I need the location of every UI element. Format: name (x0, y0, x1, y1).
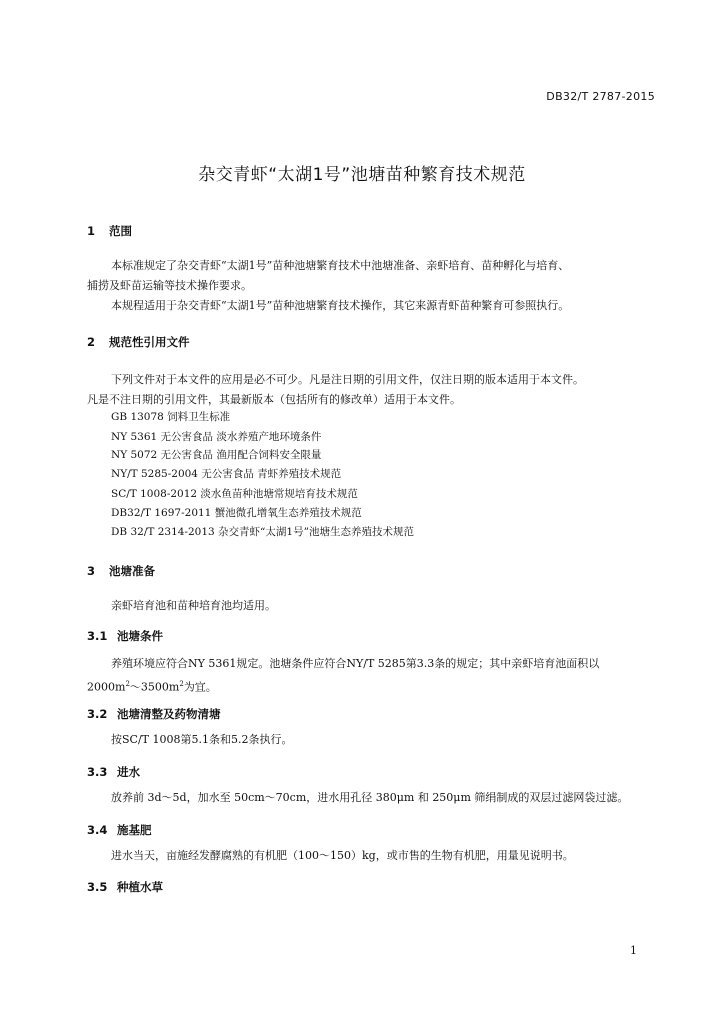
text-line: 下列文件对于本文件的应用是必不可少。凡是注日期的引用文件，仅注日期的版本适用于本文件。 (111, 373, 584, 386)
reference-item: NY 5072 无公害食品 渔用配合饲料安全限量 (111, 449, 322, 461)
section-3-4-paragraph (87, 846, 657, 866)
section-title: 种植水草 (117, 880, 163, 894)
text-segment: ～3500m (129, 680, 180, 694)
text-line: 捕捞及虾苗运输等技术操作要求。 (87, 279, 252, 292)
text-segment: 2000m (87, 680, 126, 694)
text-line: 按SC/T 1008第5.1条和5.2条执行。 (111, 733, 293, 746)
section-title: 规范性引用文件 (109, 335, 190, 349)
section-title: 施基肥 (117, 823, 152, 837)
section-title: 池塘条件 (117, 629, 163, 643)
section-3-1-heading (87, 628, 163, 644)
section-3-2-heading (87, 706, 221, 722)
reference-item: DB 32/T 2314-2013 杂交青虾“太湖1号”池塘生态养殖技术规范 (111, 526, 414, 538)
text-line (87, 674, 657, 698)
section-3-3-paragraph (87, 788, 657, 808)
section-number: 2 (87, 335, 96, 349)
text-line: 进水当天，亩施经发酵腐熟的有机肥（100～150）kg，或市售的生物有机肥，用量见说明书。 (111, 849, 574, 862)
section-title: 池塘清整及药物清塘 (117, 707, 221, 721)
section-3-5-heading (87, 879, 163, 895)
section-3-2-paragraph (87, 730, 657, 750)
section-3-intro (87, 596, 657, 616)
superscript: 2 (179, 680, 184, 688)
section-3-3-heading (87, 764, 140, 780)
section-title: 池塘准备 (109, 564, 155, 578)
text-line: 凡是不注日期的引用文件，其最新版本（包括所有的修改单）适用于本文件。 (87, 393, 461, 406)
reference-item: GB 13078 饲料卫生标准 (111, 411, 231, 423)
section-3-1-paragraph (87, 654, 657, 698)
section-number: 3 (87, 564, 96, 578)
section-number: 3.1 (87, 629, 108, 643)
section-1-paragraph-2: 本规程适用于杂交青虾“太湖1号”苗种池塘繁育技术操作，其它来源青虾苗种繁育可参照执行。 (111, 299, 570, 312)
text-line: 本标准规定了杂交青虾“太湖1号”苗种池塘繁育技术中池塘准备、亲虾培育、苗种孵化与培育、 (111, 259, 570, 272)
text-line: 养殖环境应符合NY 5361规定。池塘条件应符合NY/T 5285第3.3条的规定；其中亲虾培育池面积以 (111, 657, 600, 670)
text-segment: 为宜。 (183, 680, 217, 694)
reference-item: NY/T 5285-2004 无公害食品 青虾养殖技术规范 (111, 468, 342, 480)
section-3-4-heading (87, 822, 152, 838)
section-number: 3.3 (87, 765, 108, 779)
section-number: 3.4 (87, 823, 108, 837)
section-2-heading (87, 334, 190, 350)
section-number: 3.5 (87, 880, 108, 894)
section-3-heading (87, 563, 155, 579)
document-title: 杂交青虾“太湖1号”池塘苗种繁育技术规范 (198, 165, 526, 185)
section-1-heading (87, 223, 132, 239)
reference-item: SC/T 1008-2012 淡水鱼苗种池塘常规培育技术规范 (111, 488, 358, 500)
text-line: 放养前 3d～5d，加水至 50cm～70cm，进水用孔径 380μm 和 250μm 筛绢制成的双层过滤网袋过滤。 (111, 791, 629, 804)
page-number: 1 (630, 944, 637, 957)
document-code: DB32/T 2787-2015 (546, 90, 655, 103)
section-2-paragraph (87, 370, 657, 410)
section-number: 1 (87, 224, 96, 238)
superscript: 2 (125, 680, 130, 688)
section-title: 范围 (109, 224, 132, 238)
text-line: 亲虾培育池和苗种培育池均适用。 (111, 599, 276, 612)
reference-item: NY 5361 无公害食品 淡水养殖产地环境条件 (111, 431, 322, 443)
section-number: 3.2 (87, 707, 108, 721)
section-title: 进水 (117, 765, 140, 779)
reference-item: DB32/T 1697-2011 蟹池微孔增氧生态养殖技术规范 (111, 507, 362, 519)
section-1-paragraph-1 (87, 256, 657, 316)
